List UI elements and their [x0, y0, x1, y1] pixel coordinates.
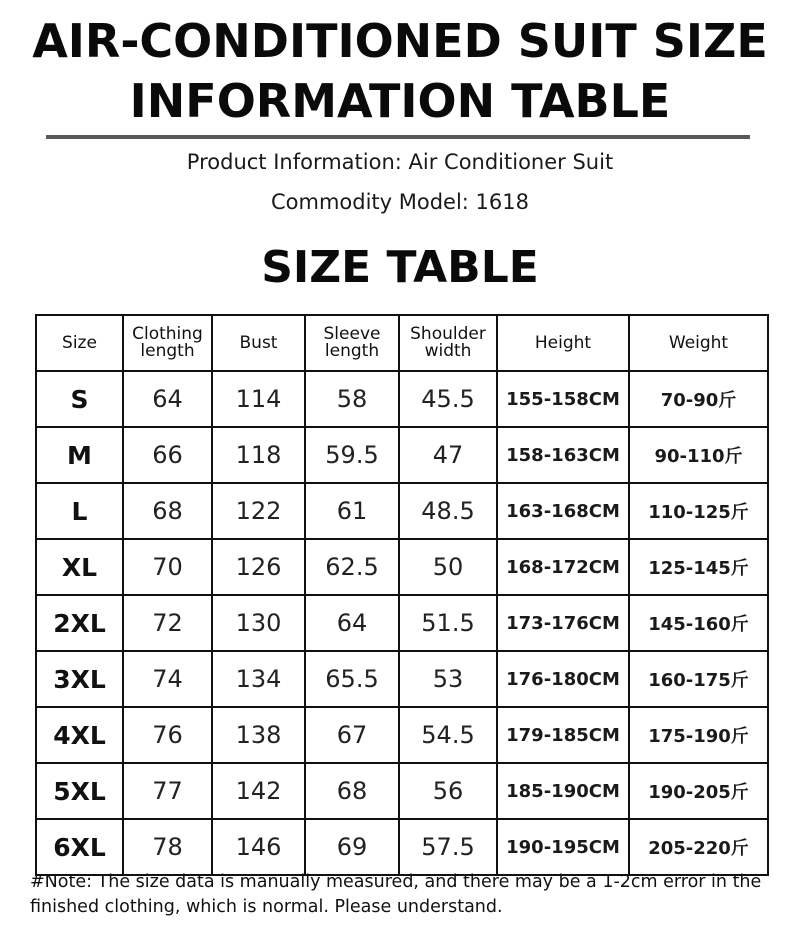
size-cell: L	[36, 483, 123, 539]
page-title-line-2: INFORMATION TABLE	[129, 74, 671, 128]
weight-cell: 175-190斤	[629, 707, 768, 763]
clothing-length-cell: 66	[123, 427, 212, 483]
height-cell: 163-168CM	[497, 483, 629, 539]
commodity-model: Commodity Model: 1618	[270, 190, 530, 214]
height-cell: 173-176CM	[497, 595, 629, 651]
column-header-sleeve-length: Sleeve length	[305, 315, 399, 371]
column-header-shoulder-width: Shoulder width	[399, 315, 497, 371]
size-cell: 5XL	[36, 763, 123, 819]
weight-cell: 70-90斤	[629, 371, 768, 427]
weight-cell: 125-145斤	[629, 539, 768, 595]
clothing-length-cell: 76	[123, 707, 212, 763]
clothing-length-cell: 78	[123, 819, 212, 875]
size-cell: 4XL	[36, 707, 123, 763]
height-cell: 158-163CM	[497, 427, 629, 483]
shoulder-width-cell: 57.5	[399, 819, 497, 875]
bust-cell: 138	[212, 707, 305, 763]
size-cell: XL	[36, 539, 123, 595]
column-header-bust: Bust	[212, 315, 305, 371]
measurement-note: #Note: The size data is manually measured, and there may be a 1-2cm error in the finished clothing, which is normal. Please understand.	[30, 872, 762, 917]
weight-cell: 205-220斤	[629, 819, 768, 875]
bust-cell: 118	[212, 427, 305, 483]
height-cell: 190-195CM	[497, 819, 629, 875]
table-row	[36, 483, 768, 539]
shoulder-width-cell: 51.5	[399, 595, 497, 651]
weight-cell: 190-205斤	[629, 763, 768, 819]
weight-cell: 90-110斤	[629, 427, 768, 483]
clothing-length-cell: 68	[123, 483, 212, 539]
table-row	[36, 539, 768, 595]
column-header-clothing-length: Clothing length	[123, 315, 212, 371]
size-cell: 6XL	[36, 819, 123, 875]
size-cell: M	[36, 427, 123, 483]
weight-cell: 110-125斤	[629, 483, 768, 539]
size-cell: 3XL	[36, 651, 123, 707]
bust-cell: 146	[212, 819, 305, 875]
sleeve-length-cell: 65.5	[305, 651, 399, 707]
column-header-weight: Weight	[629, 315, 768, 371]
sleeve-length-cell: 61	[305, 483, 399, 539]
shoulder-width-cell: 47	[399, 427, 497, 483]
weight-cell: 160-175斤	[629, 651, 768, 707]
sleeve-length-cell: 68	[305, 763, 399, 819]
shoulder-width-cell: 54.5	[399, 707, 497, 763]
height-cell: 168-172CM	[497, 539, 629, 595]
table-header-row	[36, 315, 768, 371]
clothing-length-cell: 74	[123, 651, 212, 707]
sleeve-length-cell: 67	[305, 707, 399, 763]
height-cell: 176-180CM	[497, 651, 629, 707]
shoulder-width-cell: 53	[399, 651, 497, 707]
bust-cell: 130	[212, 595, 305, 651]
size-table	[35, 314, 769, 876]
bust-cell: 114	[212, 371, 305, 427]
shoulder-width-cell: 56	[399, 763, 497, 819]
size-table-title: SIZE TABLE	[261, 242, 539, 293]
size-table-body	[36, 371, 768, 875]
table-row	[36, 595, 768, 651]
bust-cell: 126	[212, 539, 305, 595]
bust-cell: 134	[212, 651, 305, 707]
shoulder-width-cell: 48.5	[399, 483, 497, 539]
table-row	[36, 427, 768, 483]
bust-cell: 122	[212, 483, 305, 539]
height-cell: 185-190CM	[497, 763, 629, 819]
sleeve-length-cell: 62.5	[305, 539, 399, 595]
column-header-height: Height	[497, 315, 629, 371]
page-title-line-1: AIR-CONDITIONED SUIT SIZE	[32, 14, 768, 68]
shoulder-width-cell: 45.5	[399, 371, 497, 427]
clothing-length-cell: 77	[123, 763, 212, 819]
bust-cell: 142	[212, 763, 305, 819]
size-cell: 2XL	[36, 595, 123, 651]
title-divider	[46, 135, 750, 139]
product-information: Product Information: Air Conditioner Suit	[186, 150, 614, 174]
table-row	[36, 707, 768, 763]
sleeve-length-cell: 64	[305, 595, 399, 651]
table-row	[36, 651, 768, 707]
column-header-size: Size	[36, 315, 123, 371]
clothing-length-cell: 70	[123, 539, 212, 595]
table-row	[36, 371, 768, 427]
table-row	[36, 819, 768, 875]
height-cell: 155-158CM	[497, 371, 629, 427]
clothing-length-cell: 64	[123, 371, 212, 427]
height-cell: 179-185CM	[497, 707, 629, 763]
sleeve-length-cell: 59.5	[305, 427, 399, 483]
size-cell: S	[36, 371, 123, 427]
weight-cell: 145-160斤	[629, 595, 768, 651]
sleeve-length-cell: 69	[305, 819, 399, 875]
shoulder-width-cell: 50	[399, 539, 497, 595]
sleeve-length-cell: 58	[305, 371, 399, 427]
table-row	[36, 763, 768, 819]
clothing-length-cell: 72	[123, 595, 212, 651]
